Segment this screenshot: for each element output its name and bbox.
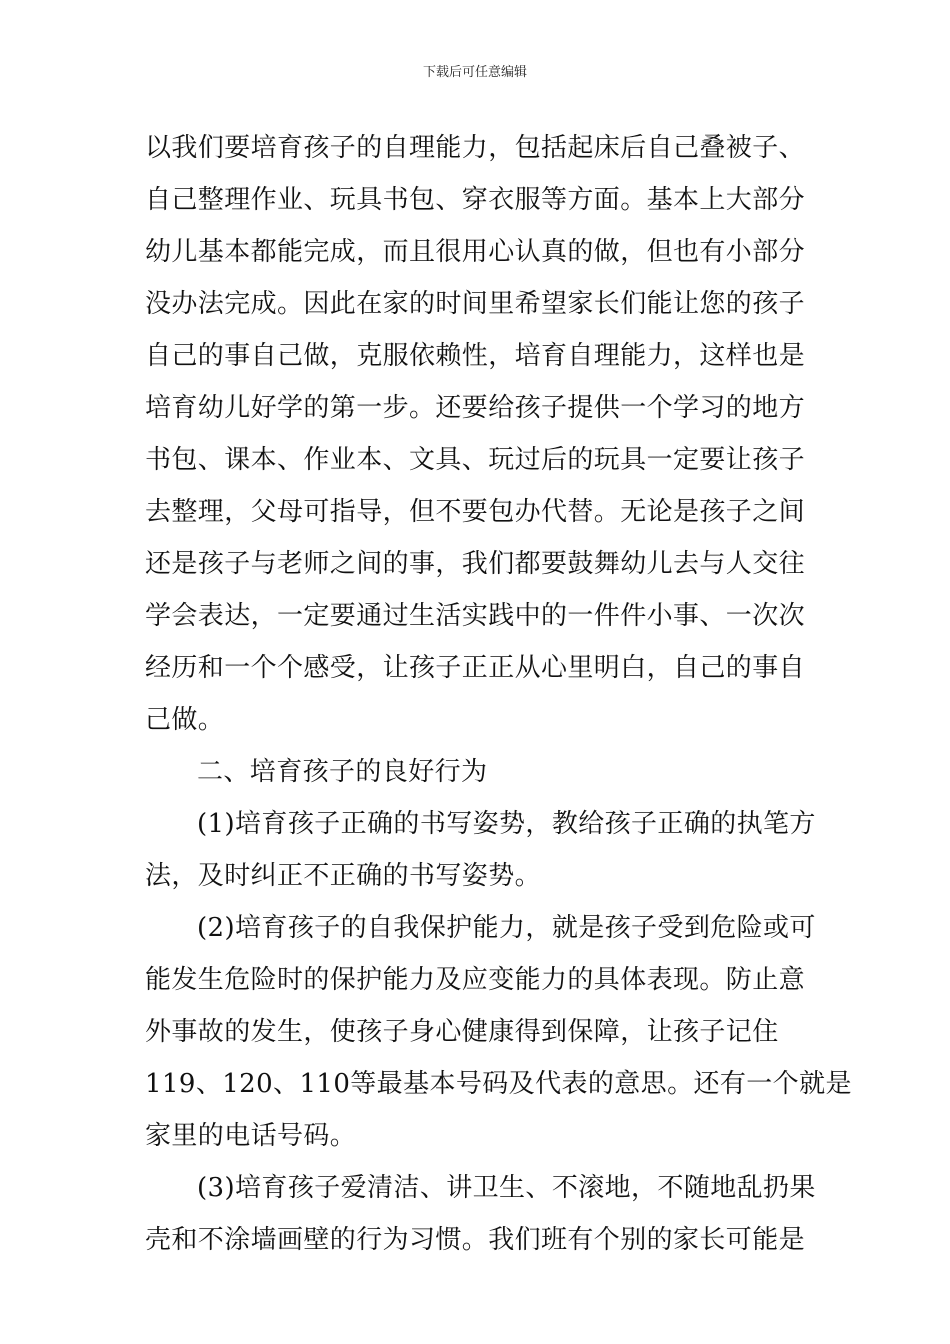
text-line: 自己的事自己做，克服依赖性，培育自理能力，这样也是 <box>145 341 806 371</box>
document-body <box>145 122 852 1266</box>
text-line: (2)培育孩子的自我保护能力，就是孩子受到危险或可 <box>197 913 816 943</box>
text-line: 书包、课本、作业本、文具、玩过后的玩具一定要让孩子 <box>145 445 806 475</box>
text-line: 以我们要培育孩子的自理能力，包括起床后自己叠被子、 <box>145 133 806 163</box>
text-line: 没办法完成。因此在家的时间里希望家长们能让您的孩子 <box>145 289 806 319</box>
text-line: 去整理，父母可指导，但不要包办代替。无论是孩子之间 <box>145 497 806 527</box>
text-line: 己做。 <box>145 705 225 735</box>
text-line: 学会表达，一定要通过生活实践中的一件件小事、一次次 <box>145 601 806 631</box>
text-line: 119、120、110等最基本号码及代表的意思。还有一个就是 <box>145 1069 852 1099</box>
text-line: 外事故的发生，使孩子身心健康得到保障，让孩子记住 <box>145 1017 779 1047</box>
paragraph-self-protection <box>145 902 852 1162</box>
text-line: (1)培育孩子正确的书写姿势，教给孩子正确的执笔方 <box>197 809 816 839</box>
page-header: 下载后可任意编辑 <box>422 65 527 80</box>
text-line: 还是孩子与老师之间的事，我们都要鼓舞幼儿去与人交往 <box>145 549 806 579</box>
text-line: 能发生危险时的保护能力及应变能力的具体表现。防止意 <box>145 965 806 995</box>
text-line: 培育幼儿好学的第一步。还要给孩子提供一个学习的地方 <box>145 393 806 423</box>
text-line: 自己整理作业、玩具书包、穿衣服等方面。基本上大部分 <box>145 185 806 215</box>
text-line: 经历和一个个感受，让孩子正正从心里明白，自己的事自 <box>145 653 806 683</box>
text-line: 幼儿基本都能完成，而且很用心认真的做，但也有小部分 <box>145 237 806 267</box>
text-line: 家里的电话号码。 <box>145 1121 357 1151</box>
paragraph-self-care <box>145 122 811 746</box>
section-heading: 二、培育孩子的良好行为 <box>197 757 488 787</box>
text-line: (3)培育孩子爱清洁、讲卫生、不滚地，不随地乱扔果 <box>197 1173 816 1203</box>
text-line: 壳和不涂墙画壁的行为习惯。我们班有个别的家长可能是 <box>145 1225 806 1255</box>
paragraph-writing-posture <box>145 798 816 902</box>
paragraph-hygiene <box>145 1162 816 1266</box>
text-line: 法，及时纠正不正确的书写姿势。 <box>145 861 542 891</box>
